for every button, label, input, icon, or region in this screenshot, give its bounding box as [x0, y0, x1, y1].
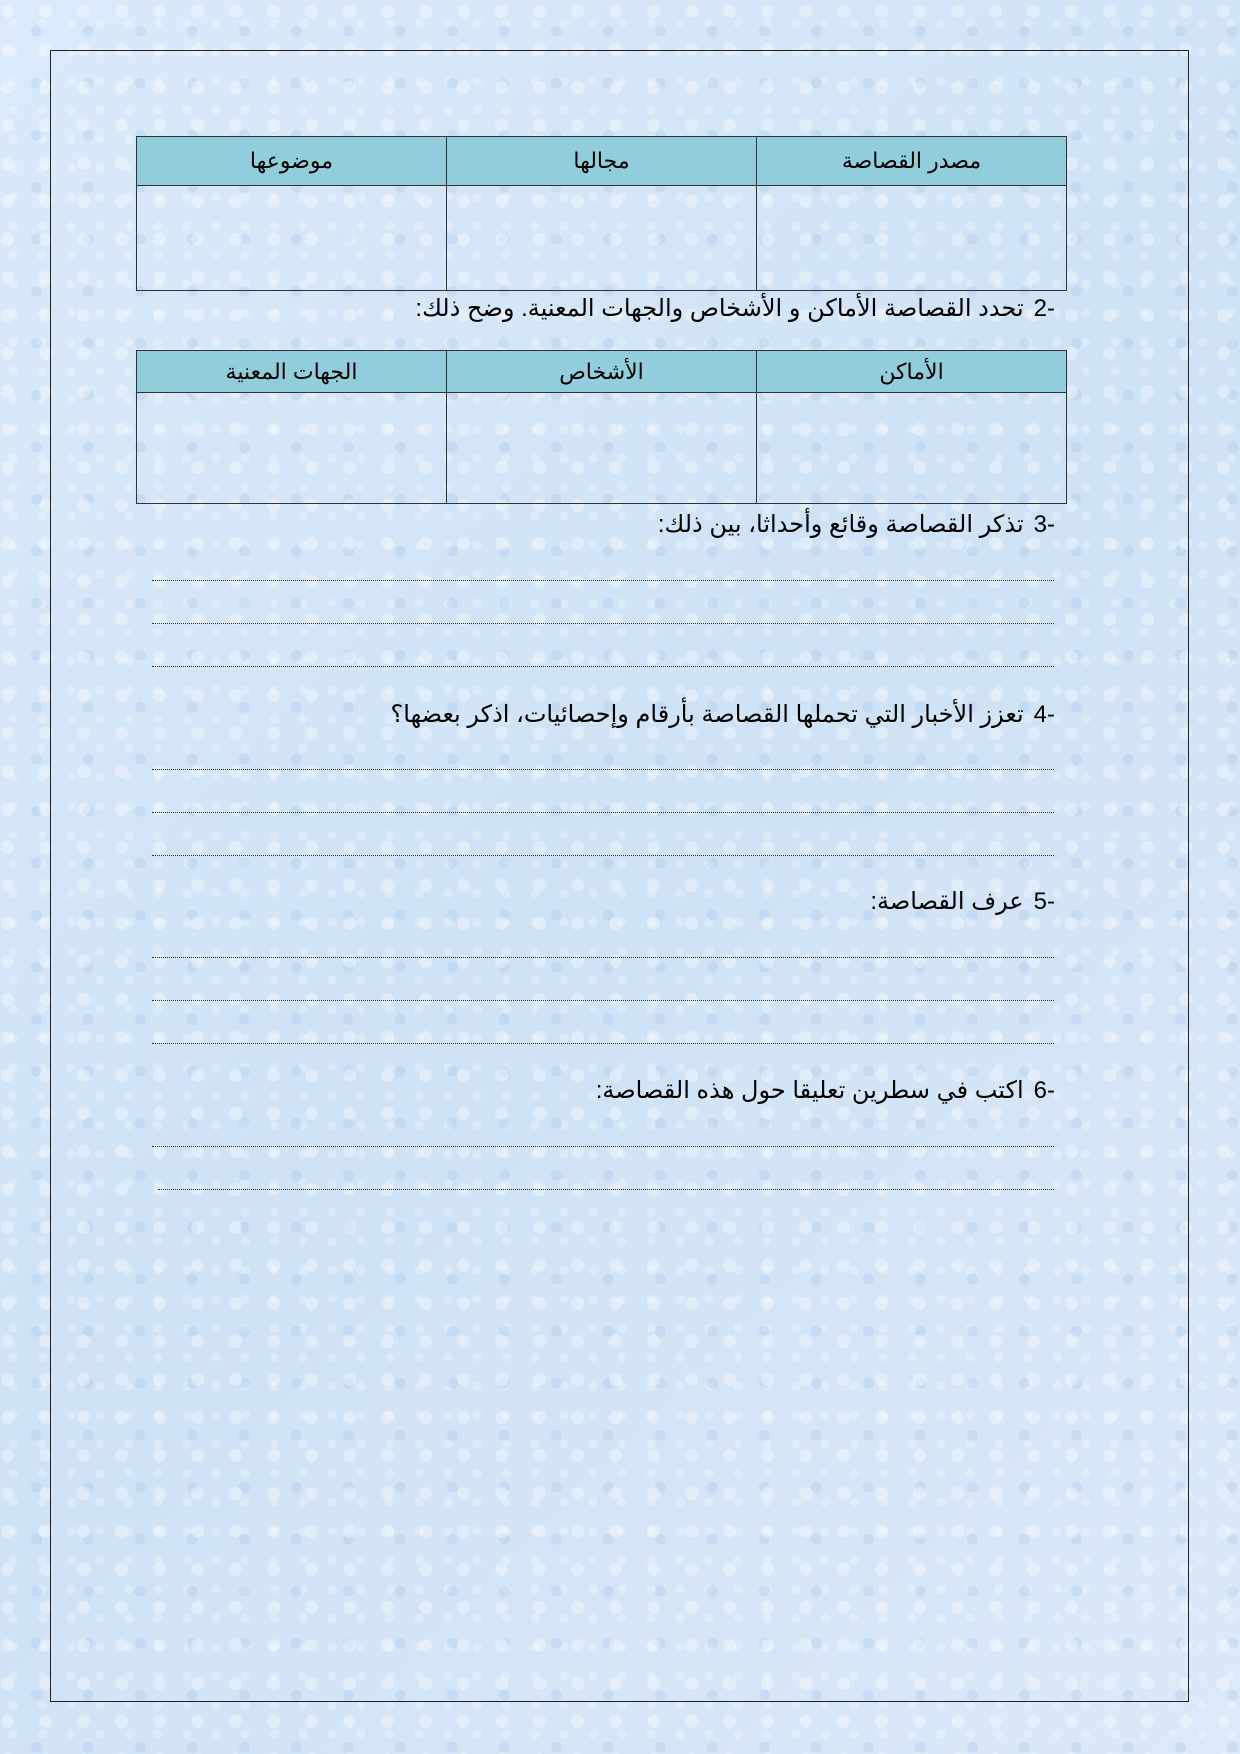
answer-line[interactable]: [152, 769, 1054, 770]
question-number: -3: [1033, 511, 1055, 538]
entities-table: [136, 350, 1067, 504]
header-entities: الجهات المعنية: [137, 351, 447, 393]
question-3: [658, 510, 1055, 539]
question-text: عرف القصاصة:: [870, 888, 1024, 915]
answer-cell-field[interactable]: [447, 186, 757, 291]
question-text: تعزز الأخبار التي تحملها القصاصة بأرقام وإحصائيات، اذكر بعضها؟: [390, 701, 1024, 728]
header-source: مصدر القصاصة: [757, 137, 1067, 186]
question-number: -6: [1033, 1077, 1055, 1104]
question-2: [415, 294, 1055, 323]
answer-line[interactable]: [152, 957, 1054, 958]
answer-line[interactable]: [152, 580, 1054, 581]
header-topic: موضوعها: [137, 137, 447, 186]
question-5: [870, 887, 1055, 916]
table-header-row: [137, 137, 1067, 186]
answer-cell-people[interactable]: [447, 393, 757, 504]
question-number: -2: [1033, 295, 1055, 322]
answer-line[interactable]: [158, 1189, 1054, 1190]
table-row: [137, 393, 1067, 504]
answer-cell-topic[interactable]: [137, 186, 447, 291]
question-text: اكتب في سطرين تعليقا حول هذه القصاصة:: [595, 1077, 1024, 1104]
source-table: [136, 136, 1067, 291]
header-field: مجالها: [447, 137, 757, 186]
answer-line[interactable]: [152, 1146, 1054, 1147]
answer-line[interactable]: [152, 623, 1054, 624]
answer-cell-entities[interactable]: [137, 393, 447, 504]
answer-line[interactable]: [152, 1000, 1054, 1001]
answer-cell-source[interactable]: [757, 186, 1067, 291]
answer-line[interactable]: [152, 855, 1054, 856]
table-row: [137, 186, 1067, 291]
answer-line[interactable]: [152, 666, 1054, 667]
question-text: تحدد القصاصة الأماكن و الأشخاص والجهات المعنية. وضح ذلك:: [415, 295, 1024, 322]
table-header-row: [137, 351, 1067, 393]
answer-cell-places[interactable]: [757, 393, 1067, 504]
question-text: تذكر القصاصة وقائع وأحداثا، بين ذلك:: [657, 511, 1024, 538]
answer-line[interactable]: [152, 1043, 1054, 1044]
question-number: -4: [1033, 701, 1055, 728]
question-number: -5: [1033, 888, 1055, 915]
question-6: [596, 1076, 1055, 1105]
header-places: الأماكن: [757, 351, 1067, 393]
question-4: [391, 700, 1055, 729]
header-people: الأشخاص: [447, 351, 757, 393]
answer-line[interactable]: [152, 812, 1054, 813]
